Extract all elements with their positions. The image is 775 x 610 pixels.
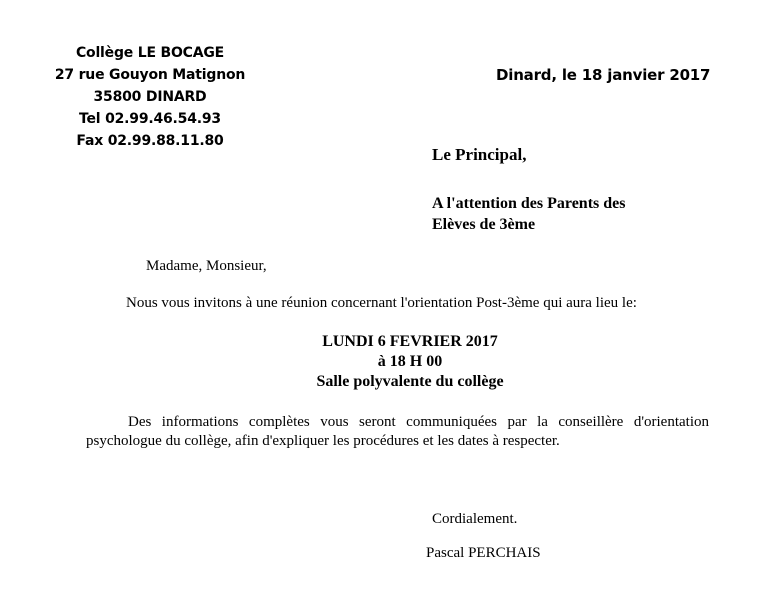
event-details xyxy=(290,332,530,392)
school-street: 27 rue Gouyon Matignon xyxy=(54,67,246,83)
recipient-line-2: Elèves de 3ème xyxy=(432,216,536,233)
event-time: à 18 H 00 xyxy=(377,353,443,370)
salutation: Madame, Monsieur, xyxy=(146,258,267,274)
school-city: 35800 DINARD xyxy=(93,89,207,105)
recipient-block xyxy=(432,193,625,235)
school-fax: Fax 02.99.88.11.80 xyxy=(76,133,224,149)
recipient-line-1: A l'attention des Parents des xyxy=(432,195,626,212)
sender-address-block xyxy=(40,42,260,152)
closing: Cordialement. xyxy=(432,511,518,527)
school-name: Collège LE BOCAGE xyxy=(75,45,225,61)
event-date: LUNDI 6 FEVRIER 2017 xyxy=(322,333,498,350)
event-place: Salle polyvalente du collège xyxy=(316,373,504,390)
info-paragraph: Des informations complètes vous seront communiquées par la conseillère d'orientation psychologue du collège, afin d'expliquer les procédures et les dates à respecter. xyxy=(86,414,709,449)
signature: Pascal PERCHAIS xyxy=(426,545,541,561)
invitation-text: Nous vous invitons à une réunion concernant l'orientation Post-3ème qui aura lieu le: xyxy=(126,295,637,311)
school-phone: Tel 02.99.46.54.93 xyxy=(79,111,221,127)
letter-from: Le Principal, xyxy=(432,145,527,164)
letter-date: Dinard, le 18 janvier 2017 xyxy=(496,66,711,84)
